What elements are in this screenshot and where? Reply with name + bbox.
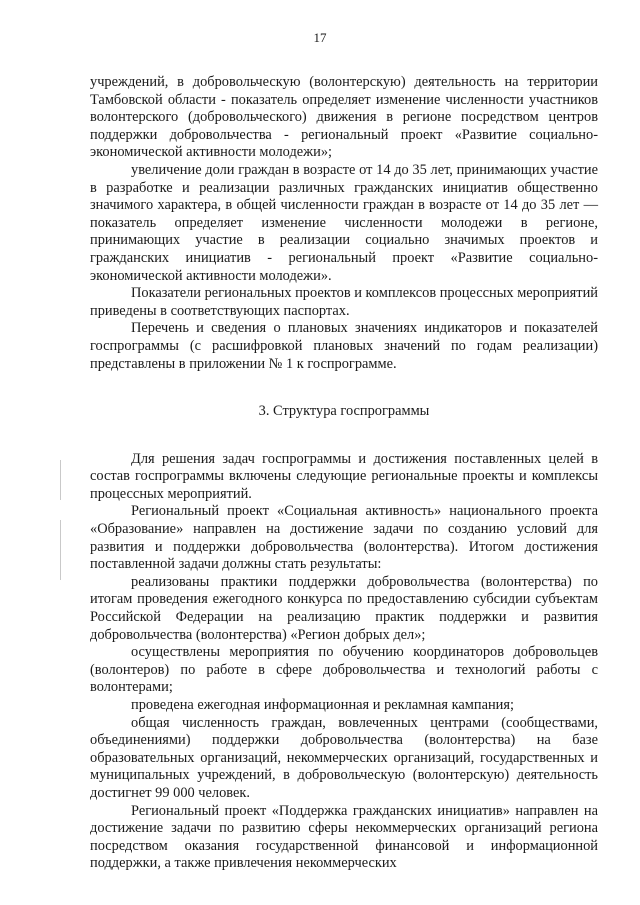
margin-scan-mark (60, 520, 61, 580)
page-number: 17 (313, 30, 327, 45)
paragraph: осуществлены мероприятия по обучению координаторов добровольцев (волонтеров) по работе в сфере добровольчества и технологий работы с волонтерами; (90, 644, 598, 696)
paragraph: увеличение доли граждан в возрасте от 14 до 35 лет, принимающих участие в разработке и реализации различных гражданских инициатив общественно значимого характера, в общей численности граждан в возрасте от 14 до 35 лет — показатель определяет изменение численности молодежи в регионе, принимающих участие в реализации социально значимых проектов и гражданских инициатив - региональный проект «Развитие социально-экономической активности молодежи». (90, 161, 598, 284)
document-body (90, 74, 598, 873)
paragraph: общая численность граждан, вовлеченных центрами (сообществами, объединениями) поддержки добровольчества (волонтерства) на базе образовательных организаций, некоммерческих организаций, государственных и муниципальных учреждений, в добровольческую (волонтерскую) деятельность достигнет 99 000 человек. (90, 714, 598, 801)
paragraph: реализованы практики поддержки добровольчества (волонтерства) по итогам проведения ежегодного конкурса по предоставлению субсидии субъектам Российской Федерации на реализацию практик поддержки и развития добровольчества (волонтерства) «Регион добрых дел»; (90, 573, 598, 643)
paragraph: Показатели региональных проектов и комплексов процессных мероприятий приведены в соответствующих паспортах. (90, 285, 598, 319)
margin-scan-mark (60, 460, 61, 500)
paragraph: Региональный проект «Социальная активность» национального проекта «Образование» направлен на достижение задачи по созданию условий для развития и поддержки добровольчества (волонтерства). Итогом достижения поставленной задачи должны стать результаты: (90, 503, 598, 573)
paragraph: Для решения задач госпрограммы и достижения поставленных целей в состав госпрограммы включены следующие региональные проекты и комплексы процессных мероприятий. (90, 450, 598, 502)
paragraph: Перечень и сведения о плановых значениях индикаторов и показателей госпрограммы (с расшифровкой плановых значений по годам реализации) представлены в приложении № 1 к госпрограмме. (90, 320, 598, 372)
paragraph: учреждений, в добровольческую (волонтерскую) деятельность на территории Тамбовской области - показатель определяет изменение численности участников волонтерского (добровольческого) движения в регионе посредством центров поддержки добровольчества - региональный проект «Развитие социально-экономической активности молодежи»; (90, 74, 598, 161)
paragraph: проведена ежегодная информационная и рекламная кампания; (131, 697, 515, 713)
section-heading: 3. Структура госпрограммы (258, 403, 430, 420)
paragraph: Региональный проект «Поддержка гражданских инициатив» направлен на достижение задачи по развитию сферы некоммерческих организаций региона посредством оказания государственной финансовой и информационной поддержки, а также привлечения некоммерческих (90, 802, 598, 872)
